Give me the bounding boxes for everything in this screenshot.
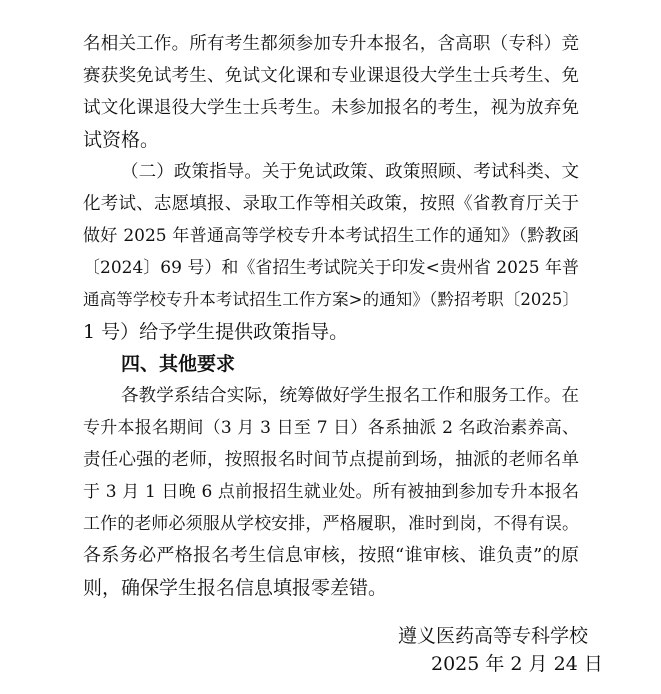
line-text: 做好 2025 年普通高等学校专升本考试招生工作的通知》（黔教函 xyxy=(83,226,579,246)
line-text: 1 号）给予学生提供政策指导。 xyxy=(83,321,349,343)
paragraph-line xyxy=(0,572,661,604)
line-text: 名相关工作。所有考生都须参加专升本报名，含高职（专科）竞 xyxy=(83,34,579,54)
paragraph-line xyxy=(0,252,661,284)
section-heading-text: 四、其他要求 xyxy=(121,353,236,375)
paragraph-line xyxy=(0,188,661,220)
line-text: 专升本报名期间（3 月 3 日至 7 日）各系抽派 2 名政治素养高、 xyxy=(83,418,579,438)
paragraph-line xyxy=(0,28,661,60)
line-text: 工作的老师必须服从学校安排，严格履职，准时到岗，不得有误。 xyxy=(83,514,579,534)
paragraph-line xyxy=(0,508,661,540)
line-text: 各系务必严格报名考生信息审核，按照“谁审核、谁负责”的原 xyxy=(83,545,579,566)
line-text: 则，确保学生报名信息填报零差错。 xyxy=(83,577,388,599)
line-text: 于 3 月 1 日晚 6 点前报招生就业处。所有被抽到参加专升本报名 xyxy=(83,482,579,502)
line-text: （二）政策指导。关于免试政策、政策照顾、考试科类、文 xyxy=(121,162,579,182)
line-text: 化考试、志愿填报、录取工作等相关政策，按照《省教育厅关于 xyxy=(83,194,579,214)
line-text: 各教学系结合实际，统筹做好学生报名工作和服务工作。在 xyxy=(121,386,579,406)
paragraph-line xyxy=(0,284,661,316)
paragraph-line xyxy=(0,124,661,156)
paragraph-line xyxy=(0,92,661,124)
line-text: 通高等学校专升本考试招生工作方案>的通知》（黔招考职〔2025〕 xyxy=(83,290,579,309)
paragraph-line xyxy=(0,220,661,252)
line-text: 试文化课退役大学生士兵考生。未参加报名的考生，视为放弃免 xyxy=(83,98,579,118)
paragraph-line xyxy=(0,412,661,444)
paragraph-line xyxy=(0,60,661,92)
line-text: 责任心强的老师，按照报名时间节点提前到场，抽派的老师名单 xyxy=(83,450,579,470)
signature-school: 遵义医药高等专科学校 xyxy=(398,625,589,647)
line-text: 赛获奖免试考生、免试文化课和专业课退役大学生士兵考生、免 xyxy=(83,66,579,86)
paragraph-line xyxy=(0,316,661,348)
section-heading xyxy=(0,348,661,380)
paragraph-line xyxy=(0,476,661,508)
line-text: 试资格。 xyxy=(83,129,160,151)
paragraph-line xyxy=(0,156,661,188)
signature-date: 2025 年 2 月 24 日 xyxy=(431,653,603,675)
line-text: 〔2024〕69 号）和《省招生考试院关于印发<贵州省 2025 年普 xyxy=(83,258,579,278)
paragraph-line xyxy=(0,380,661,412)
paragraph-line xyxy=(0,444,661,476)
paragraph-line xyxy=(0,540,661,572)
